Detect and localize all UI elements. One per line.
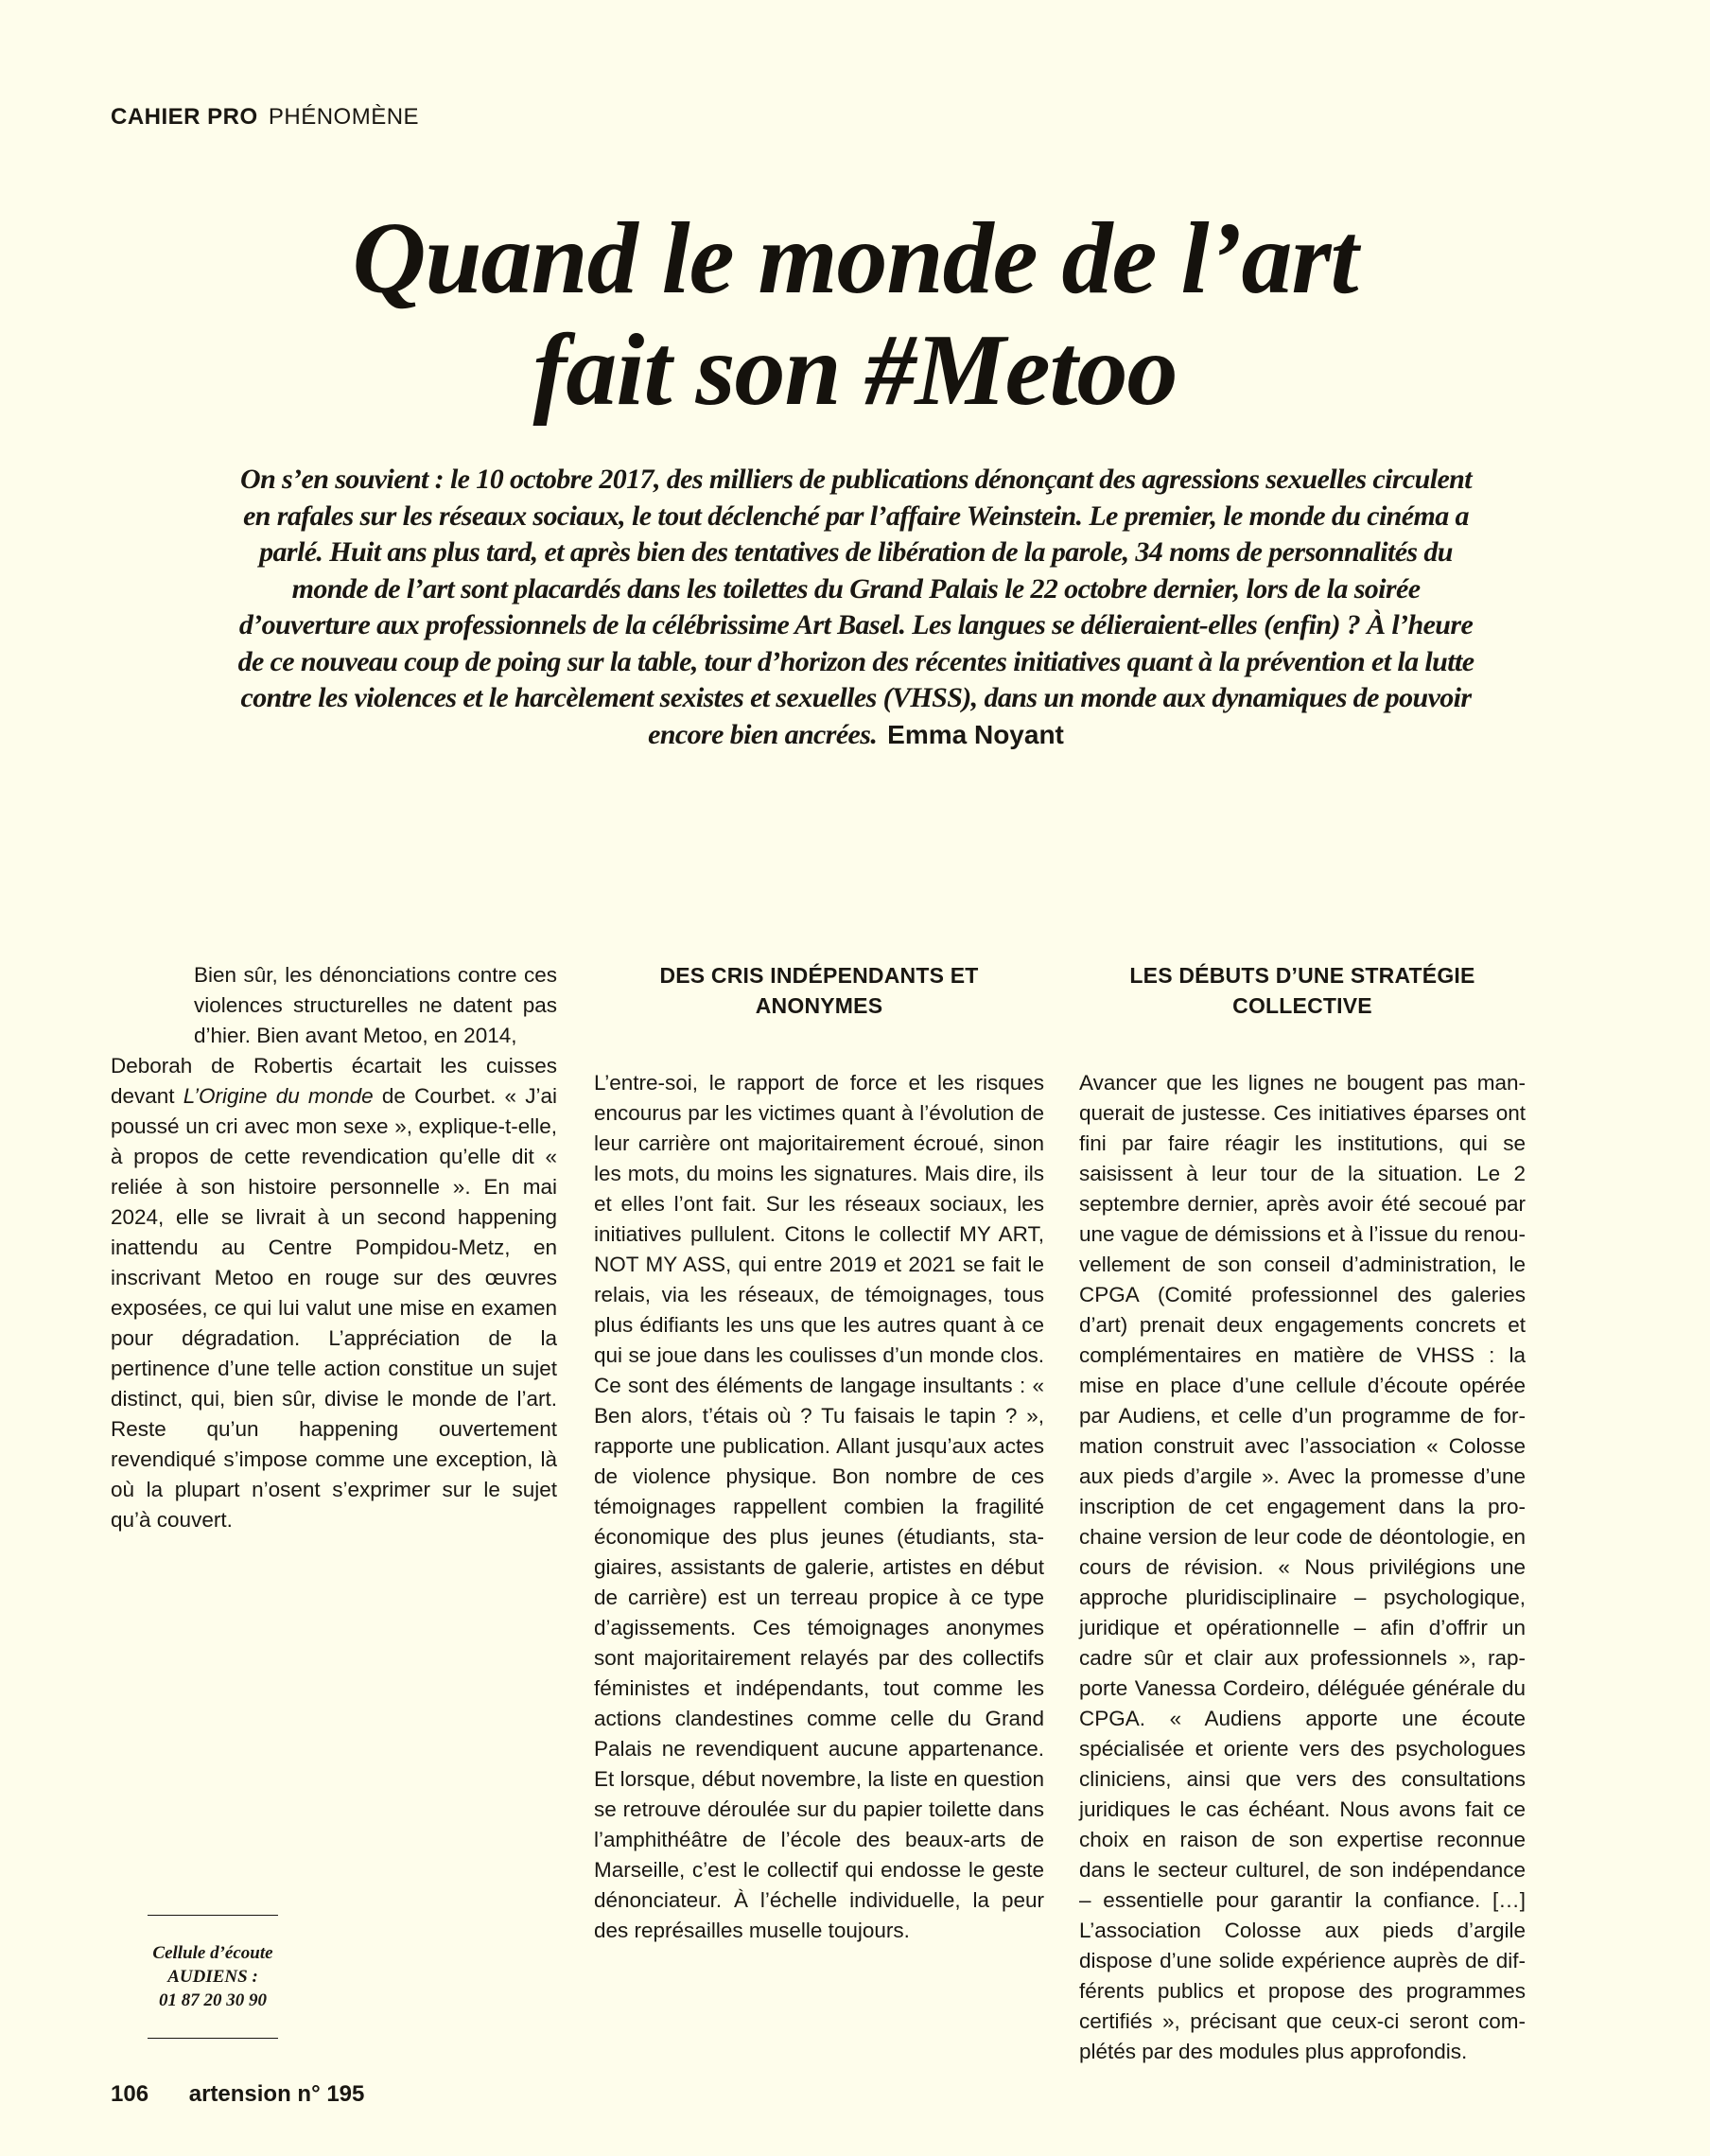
column-1-text-a: Deborah de Robertis écartait les cuisses devant xyxy=(111,1054,557,1108)
article-title xyxy=(151,203,1559,427)
column-3-body: Avancer que les lignes ne bougent pas manquerait de justesse. Ces initiatives éparses ont fini par faire réagir les institutions, qui se saisissent à leur tour de la situation. Le 2 septembre dernier, après avoir été secoué par une vague de démissions et à l’issue du renouvellement de son conseil d’administration, le CPGA (Comité professionnel des galeries d’art) prenait deux engagements concrets et complémentaires en matière de VHSS : la mise en place d’une cellule d’écoute opérée par Audiens, et celle d’un programme de formation construit avec l’association « Colosse aux pieds d’argile ». Avec la promesse d’une inscription de cet engagement dans la prochaine version de leur code de déontologie, en cours de révision. « Nous privilégions une approche pluridisciplinaire – psychologique, juridique et opérationnelle – afin d’offrir un cadre sûr et clair aux professionnels », rapporte Vanessa Cordeiro, déléguée générale du CPGA. « Audiens apporte une écoute spécialisée et oriente vers des psychologues cliniciens, ainsi que vers des consultations juridiques le cas échéant. Nous avons fait ce choix en raison de son expertise reconnue dans le secteur culturel, de son indépendance – essentielle pour garantir la confiance. […] L’association Colosse aux pieds d’argile dispose d’une solide expérience auprès de différents publics et propose des programmes certifiés », précisant que ceux-ci seront complétés par des modules plus approfondis. xyxy=(1079,1071,1526,2063)
page-footer xyxy=(111,2081,364,2108)
artwork-title: L’Origine du monde xyxy=(183,1084,374,1108)
helpline-label: Cellule d’écoute xyxy=(152,1943,273,1963)
author-byline: Emma Noyant xyxy=(887,719,1064,749)
article-lede xyxy=(236,462,1475,753)
article-column-2 xyxy=(594,960,1044,1946)
rubric-section: CAHIER PRO xyxy=(111,104,258,130)
column-2-body: L’entre-soi, le rapport de force et les risques encourus par les victimes quant à l’évolution de leur carrière ont majoritairement écroué, sinon les mots, du moins les signatures. Mais dire, ils et elles l’ont fait. Sur les réseaux sociaux, les initiatives pullulent. Citons le collectif MY ART, NOT MY ASS, qui entre 2019 et 2021 se fait le relais, via les réseaux, de témoignages, tous plus édifiants les uns que les autres quant à ce qui se joue dans les coulisses d’un monde clos. Ce sont des éléments de langage insultants : « Ben alors, t’étais où ? Tu faisais le tapin ? », rapporte une publication. Allant jusqu’aux actes de violence physique. Bon nombre de ces témoignages rappellent combien la fragilité économique des plus jeunes (étudiants, stagiaires, assistants de galerie, artistes en début de carrière) est un terreau propice à ce type d’agissements. Ces témoignages anonymes sont majoritairement relayés par des collectifs féministes et indépendants, tout comme les actions clandestines comme celle du Grand Palais ne revendiquent aucune appartenance. Et lorsque, début novembre, la liste en question se retrouve déroulée sur du papier toilette dans l’amphithéâtre de l’école des beaux-arts de Marseille, c’est le collectif qui endosse le geste dénonciateur. À l’échelle individuelle, la peur des représailles muselle toujours. xyxy=(594,1071,1044,1942)
article-title-line-2: fait son #Metoo xyxy=(532,314,1178,427)
page-number: 106 xyxy=(111,2081,149,2107)
column-3-heading: LES DÉBUTS D’UNE STRATÉGIE COLLECTIVE xyxy=(1129,963,1475,1018)
article-column-1 xyxy=(111,960,557,1535)
helpline-phone: 01 87 20 30 90 xyxy=(159,1990,267,2010)
rubric-category: PHÉNOMÈNE xyxy=(268,104,420,130)
section-rubric xyxy=(111,104,419,131)
article-column-3 xyxy=(1079,960,1526,2067)
publication-issue: artension n° 195 xyxy=(188,2081,365,2107)
sidebar-rule-top xyxy=(148,1915,278,1916)
column-1-body xyxy=(111,1051,557,1535)
lede-text: On s’en souvient : le 10 octobre 2017, des milliers de publications dénonçant des agressions sexuelles circulent en rafales sur les réseaux sociaux, le tout déclenché par l’affaire Weinstein. Le premier, le monde du cinéma a parlé. Huit ans plus tard, et après bien des tentatives de libération de la parole, 34 noms de personnalités du monde de l’art sont placardés dans les toilettes du Grand Palais le 22 octobre dernier, lors de la soirée d’ouverture aux professionnels de la célébrissime Art Basel. Les langues se délieraient-elles (enfin) ? À l’heure de ce nouveau coup de poing sur la table, tour d’horizon des récentes initiatives quant à la prévention et la lutte contre les violences et le harcèlement sexistes et sexuelles (VHSS), dans un monde aux dynamiques de pouvoir encore bien ancrées. xyxy=(237,464,1474,750)
article-title-line-1: Quand le monde de l’art xyxy=(352,202,1358,315)
column-2-heading: DES CRIS INDÉPENDANTS ET ANONYMES xyxy=(659,963,979,1018)
sidebar-rule-bottom xyxy=(148,2038,278,2039)
helpline-note xyxy=(142,1941,284,2012)
column-1-intro: Bien sûr, les dénonciations contre ces violences structurelles ne datent pas d’hier. Bien avant Metoo, en 2014, xyxy=(194,963,557,1047)
helpline-provider: AUDIENS : xyxy=(167,1967,258,1987)
column-1-text-b: de Courbet. « J’ai poussé un cri avec mon sexe », explique-t-elle, à propos de cette revendication qu’elle dit « reliée à son histoire personnelle ». En mai 2024, elle se livrait à un second happening inattendu au Centre Pompidou-Metz, en inscrivant Metoo en rouge sur des œuvres exposées, ce qui lui valut une mise en examen pour dégradation. L’appréciation de la pertinence d’une telle action constitue un sujet distinct, qui, bien sûr, divise le monde de l’art. Reste qu’un happening ouvertement revendiqué s’impose comme une exception, là où la plupart n’osent s’exprimer sur le sujet qu’à couvert. xyxy=(111,1084,557,1532)
